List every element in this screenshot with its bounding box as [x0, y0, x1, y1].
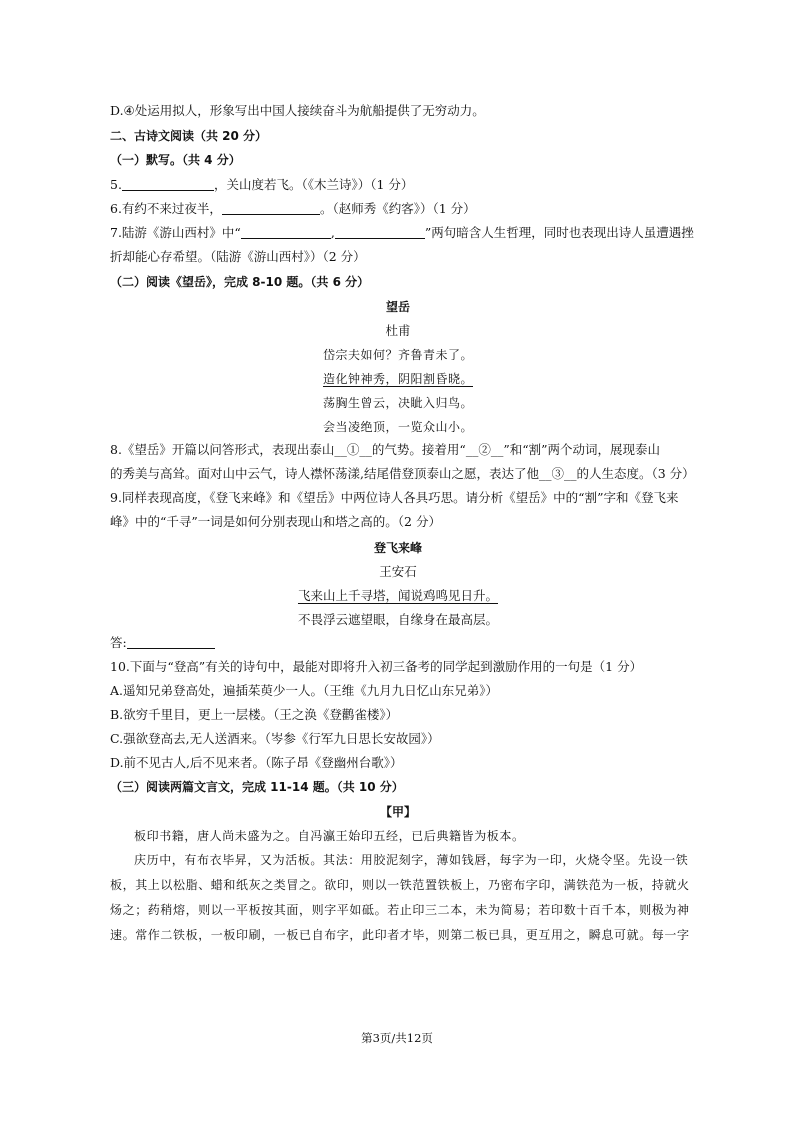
question-5 — [110, 176, 690, 194]
q5-answer-blank[interactable] — [122, 177, 214, 191]
passage-jia-para-2-line-4: 速。常作二铁板，一板印刷，一板已自布字，此印者才毕，则第二板已具，更互用之，瞬息可就。每一字 — [110, 928, 690, 942]
q4-option-d: D.④处运用拟人，形象写出中国人接续奋斗为航船提供了无穷动力。 — [110, 103, 485, 118]
poem-2-line-1-text: 飞来山上千寻塔，闻说鸡鸣见日升。 — [297, 588, 498, 603]
q9-answer-blank[interactable] — [127, 635, 215, 649]
question-7-cont: 折却能心存希望。（陆游《游山西村》）（2 分） — [110, 249, 366, 264]
question-7 — [110, 224, 694, 242]
poem-1-line-1: 岱宗夫如何？齐鲁青未了。 — [322, 348, 473, 362]
poem-2-line-2: 不畏浮云遮望眼，自缘身在最高层。 — [297, 612, 498, 627]
poem-2-title: 登飞来峰 — [373, 541, 422, 555]
poem-1-author: 杜甫 — [385, 323, 411, 338]
question-6 — [110, 200, 690, 218]
question-8-line-2: 的秀美与高耸。面对山中云气，诗人襟怀荡漾,结尾借登顶泰山之愿，表达了他__③__的人生态度。（3 分） — [110, 466, 695, 481]
q7-prefix: 7.陆游《游山西村》中“ — [110, 225, 241, 240]
passage-jia-para-1: 板印书籍，唐人尚未盛为之。自冯瀛王始印五经，已后典籍皆为板本。 — [134, 829, 525, 843]
section-2-heading: 二、古诗文阅读（共 20 分） — [110, 129, 268, 143]
q10-option-a: A.遥知兄弟登高处，遍插茱萸少一人。（王维《九月九日忆山东兄弟》） — [110, 683, 499, 698]
q7-answer-blank-2[interactable] — [335, 225, 425, 239]
q5-suffix: ，关山度若飞。（《木兰诗》）（1 分） — [213, 177, 414, 192]
question-10: 10.下面与“登高”有关的诗句中，最能对即将升入初三备考的同学起到激励作用的一句是（1 分） — [110, 659, 643, 674]
q10-option-d: D.前不见古人,后不见来者。（陈子昂《登幽州台歌》） — [110, 755, 403, 770]
poem-1-title: 望岳 — [385, 300, 410, 314]
q6-prefix: 6.有约不来过夜半， — [110, 201, 222, 216]
subsection-2-heading: （二）阅读《望岳》，完成 8-10 题。（共 6 分） — [110, 275, 370, 289]
question-9-line-1: 9.同样表现高度，《登飞来峰》和《望岳》中两位诗人各具巧思。请分析《望岳》中的“割”字和《登飞来 — [110, 490, 679, 505]
passage-jia-label: 【甲】 — [379, 805, 416, 819]
passage-jia-para-2-line-3: 炀之；药稍熔，则以一平板按其面，则字平如砥。若止印三二本，未为简易；若印数十百千本，则极为神 — [110, 903, 690, 917]
question-9-line-2: 峰》中的“千寻”一词是如何分别表现山和塔之高的。（2 分） — [110, 514, 441, 529]
question-8-line-1: 8.《望岳》开篇以问答形式，表现出泰山__①__的气势。接着用“__②__”和“割”两个动词，展现泰山 — [110, 442, 660, 457]
q6-answer-blank[interactable] — [222, 201, 320, 215]
poem-1-line-2-text: 造化钟神秀，阴阳割昏晓。 — [322, 372, 473, 386]
poem-1-line-3: 荡胸生曾云，决眦入归鸟。 — [322, 396, 473, 410]
poem-1-line-4: 会当凌绝顶，一览众山小。 — [322, 420, 473, 434]
q7-comma: , — [330, 225, 335, 240]
answer-label: 答: — [110, 635, 127, 650]
q6-suffix: 。（赵师秀《约客》）（1 分） — [319, 201, 476, 216]
q10-option-b: B.欲穷千里目，更上一层楼。（王之涣《登鹳雀楼》） — [110, 707, 399, 722]
poem-1-line-2 — [110, 370, 686, 388]
poem-2-line-1 — [110, 587, 686, 605]
subsection-1-heading: （一）默写。（共 4 分） — [110, 153, 241, 167]
q7-suffix: ”两句暗含人生哲理，同时也表现出诗人虽遭遇挫 — [424, 225, 694, 240]
q5-prefix: 5. — [110, 177, 122, 192]
q9-answer-line — [110, 634, 690, 652]
q10-option-c: C.强欲登高去,无人送酒来。（岑参《行军九日思长安故园》） — [110, 731, 440, 746]
q7-answer-blank-1[interactable] — [241, 225, 331, 239]
subsection-3-heading: （三）阅读两篇文言文，完成 11-14 题。（共 10 分） — [110, 780, 404, 794]
passage-jia-para-2-line-1: 庆历中，有布衣毕昇，又为活板。其法：用胶泥刻字，薄如钱唇，每字为一印，火烧令坚。先设一铁 — [134, 853, 689, 867]
page-footer: 第3页/共12页 — [361, 1031, 433, 1045]
poem-2-author: 王安石 — [379, 564, 417, 579]
passage-jia-para-2-line-2: 板，其上以松脂、蜡和纸灰之类冒之。欲印，则以一铁范置铁板上，乃密布字印，满铁范为一板，持就火 — [110, 878, 690, 892]
